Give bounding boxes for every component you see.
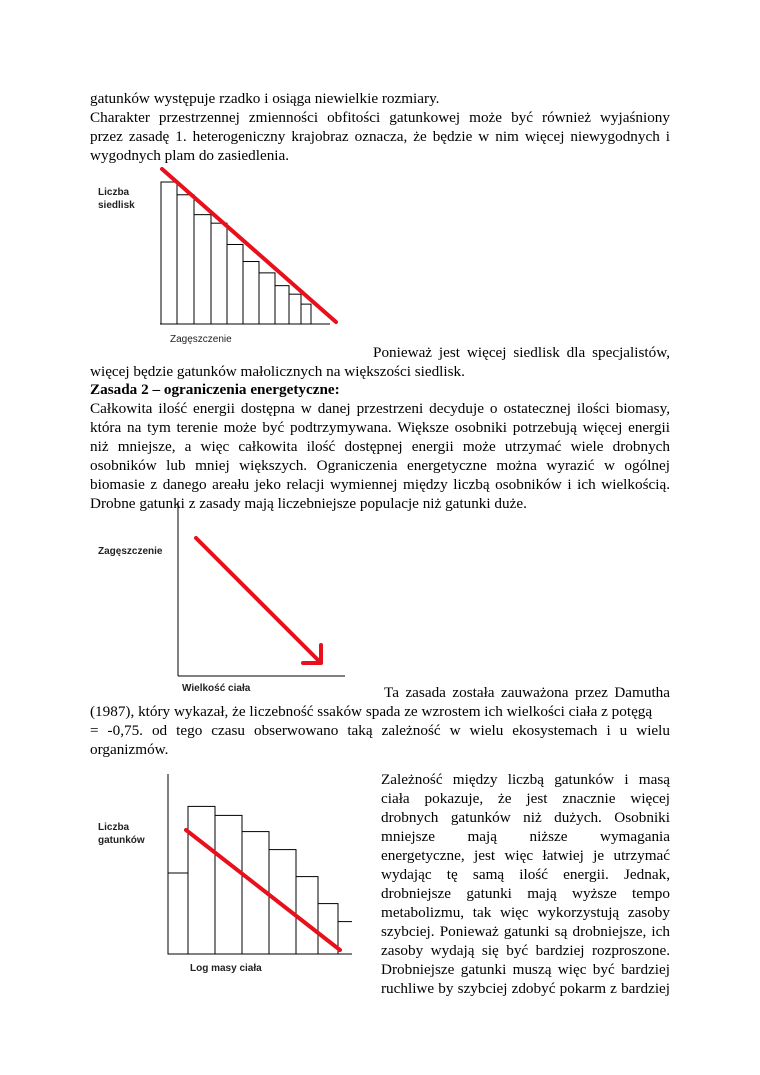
chart-bar [168, 873, 188, 954]
text-line: drobnych gatunków niż dużych. Osobniki [381, 809, 670, 826]
text-line: ruchliwe by szybciej zdobyć pokarm z bardziej [381, 980, 670, 997]
chart-density-vs-bodysize [90, 498, 350, 698]
text-line: organizmów. [90, 741, 169, 758]
chart-bar [194, 215, 211, 324]
chart-bar [177, 195, 194, 324]
paragraph-damuth-a [384, 683, 670, 702]
chart-bar [227, 244, 243, 324]
paragraph-intro [90, 89, 670, 108]
chart-habitats-vs-density [90, 165, 360, 345]
chart-bar [215, 815, 242, 954]
text-line: więcej będzie gatunków małolicznych na większości siedlisk. [90, 363, 465, 380]
text-line: Całkowita ilość energii dostępna w danej przestrzeni decyduje o ostatecznej ilości biomasy, [90, 400, 670, 417]
chart-bar [301, 304, 311, 324]
chart3-ylabel-line2: gatunków [98, 835, 145, 846]
chart-bar [269, 850, 296, 954]
section-heading: Zasada 2 – ograniczenia energetyczne: [90, 381, 340, 398]
text-line: gatunków występuje rzadko i osiąga niewielkie rozmiary. [90, 90, 440, 107]
chart-species-vs-bodymass [90, 770, 352, 980]
chart1-ylabel-line1: Liczba [98, 187, 130, 198]
text-line: mniejsze mają niższe wymagania [381, 828, 670, 845]
text-line: Drobniejsze gatunki muszą więc być bardziej [381, 961, 670, 978]
paragraph-damuth-b [90, 702, 670, 759]
chart-bar [243, 262, 259, 324]
chart2-ylabel: Zagęszczenie [98, 546, 163, 557]
paragraph-specialists-b [90, 362, 670, 381]
paragraph-specialists-a [373, 343, 670, 362]
text-line: drobniejsze gatunki mają wyższe tempo [381, 885, 670, 902]
text-line: wygodnych plam do zasiedlenia. [90, 147, 290, 164]
text-line: Ta zasada została zauważona przez Damutha [384, 684, 670, 701]
chart2-xlabel: Wielkość ciała [182, 683, 251, 694]
text-line: biomasie z danego areału jeko relacji wymiennej między liczbą osobników i ich wielkością. [90, 476, 670, 493]
chart-bar [211, 223, 227, 324]
paragraph-heterogeneity [90, 108, 670, 165]
text-line: niż mniejsze, a więc całkowita ilość dostępnej energii może utrzymać wiele drobnych [90, 438, 670, 455]
chart-bar [275, 286, 289, 324]
chart3-xlabel: Log masy ciała [190, 963, 262, 974]
chart-bar [289, 294, 301, 324]
text-line: Ponieważ jest więcej siedlisk dla specjalistów, [373, 344, 670, 361]
text-line: przez zasadę 1. heterogeniczny krajobraz oznacza, że będzie w nim więcej niewygodnych i [90, 128, 670, 145]
chart3-ylabel-line1: Liczba [98, 822, 130, 833]
text-line: Zależność między liczbą gatunków i masą [381, 771, 670, 788]
text-line: (1987), który wykazał, że liczebność ssaków spada ze wzrostem ich wielkości ciała z potęgą [90, 703, 653, 720]
text-line: osobników lub mniej większych. Ograniczenia energetyczne można wyrazić w ogólnej [90, 457, 670, 474]
text-line: wydając tę samą ilość energii. Jednak, [381, 866, 670, 883]
text-line: ciała pokazuje, że jest znacznie więcej [381, 790, 670, 807]
text-line: zasoby wydają się być bardziej rozproszone. [381, 942, 670, 959]
paragraph-energy [90, 399, 670, 513]
text-line: która na tym terenie może być podtrzymywana. Większe osobniki potrzebują więcej energii [90, 419, 670, 436]
chart1-xlabel: Zagęszczenie [170, 334, 232, 345]
chart1-bars [161, 182, 311, 324]
paragraph-species-mass [381, 770, 670, 998]
chart2-trend-line [196, 538, 318, 660]
chart-bar [188, 806, 215, 954]
text-line: Drobne gatunki z zasady mają liczebniejsze populacje niż gatunki duże. [90, 495, 527, 512]
chart3-bars [168, 806, 352, 954]
chart-bar [296, 877, 318, 954]
text-line: Charakter przestrzennej zmienności obfitości gatunkowej może być również wyjaśniony [90, 109, 670, 126]
text-line: metabolizmu, tak więc wykorzystują zasoby [381, 904, 670, 921]
chart1-ylabel-line2: siedlisk [98, 200, 135, 211]
text-line: szybciej. Ponieważ gatunki są drobniejsze, ich [381, 923, 670, 940]
text-line: = -0,75. od tego czasu obserwowano taką zależność w wielu ekosystemach i u wielu [90, 722, 670, 739]
text-line: energetyczne, jest więc łatwiej je utrzymać [381, 847, 670, 864]
chart-bar [259, 273, 275, 324]
chart-bar [161, 182, 177, 324]
